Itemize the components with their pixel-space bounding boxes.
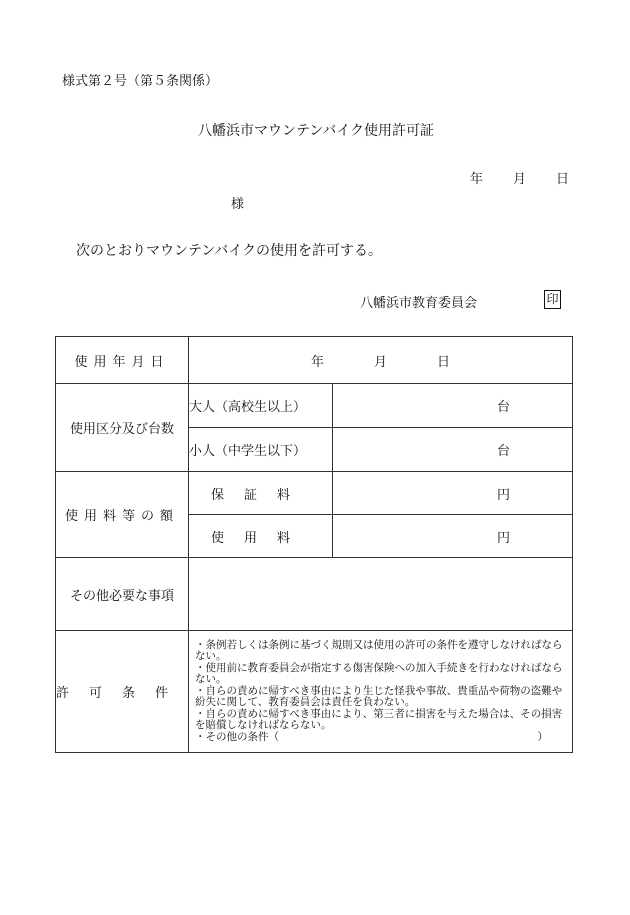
conditions-label: 許可条件: [56, 631, 189, 753]
issuer-name: 八幡浜市教育委員会: [360, 296, 478, 311]
usage-date-month: 月: [374, 354, 388, 370]
usage-date-field: [189, 337, 573, 384]
row-deposit: [56, 472, 573, 515]
document-title: 八幡浜市マウンテンバイク使用許可証: [198, 123, 435, 139]
issue-date: [470, 168, 569, 187]
other-matters-label: その他必要な事項: [56, 558, 189, 631]
condition-item: ・条例若しくは条例に基づく規則又は使用の許可の条件を遵守しなければならない。: [195, 638, 563, 663]
adult-count: 台: [333, 384, 573, 428]
usage-fee-amount: 円: [333, 515, 573, 558]
form-number: 様式第２号（第５条関係）: [62, 74, 219, 89]
permission-statement: 次のとおりマウンテンバイクの使用を許可する。: [76, 243, 383, 259]
fees-label: 使用料等の額: [56, 472, 189, 558]
usage-date-year: 年: [310, 354, 324, 370]
deposit-amount: 円: [333, 472, 573, 515]
usage-date-label: 使用年月日: [56, 337, 189, 384]
usage-fee-label: 使用料: [189, 515, 333, 558]
row-usage-date: [56, 337, 573, 384]
row-conditions: [56, 631, 573, 753]
row-adult: [56, 384, 573, 428]
other-matters-field: [189, 558, 573, 631]
child-label: 小人（中学生以下）: [189, 428, 333, 472]
adult-label: 大人（高校生以上）: [189, 384, 333, 428]
condition-other-suffix: ）: [537, 730, 549, 743]
conditions-list: [189, 631, 573, 753]
issue-date-month: 月: [513, 172, 527, 187]
issue-date-day: 日: [556, 172, 570, 187]
issue-date-year: 年: [470, 172, 484, 187]
row-other: [56, 558, 573, 631]
usage-date-day: 日: [437, 354, 451, 370]
condition-item: ・自らの責めに帰すべき事由により、第三者に損害を与えた場合は、その損害を賠償しなければならない。: [195, 707, 563, 732]
condition-item: ・自らの責めに帰すべき事由により生じた怪我や事故、貴重品や荷物の盗難や紛失に関して、教育委員会は責任を負わない。: [195, 684, 563, 709]
permit-form-table: [55, 336, 573, 753]
deposit-label: 保証料: [189, 472, 333, 515]
condition-other-prefix: ・その他の条件（: [195, 730, 279, 743]
condition-other: [195, 732, 568, 744]
condition-item: ・使用前に教育委員会が指定する傷害保険への加入手続きを行わなければならない。: [195, 661, 563, 686]
addressee-suffix: 様: [231, 197, 245, 212]
seal-mark: 印: [544, 290, 561, 309]
category-label: 使用区分及び台数: [56, 384, 189, 472]
child-count: 台: [333, 428, 573, 472]
